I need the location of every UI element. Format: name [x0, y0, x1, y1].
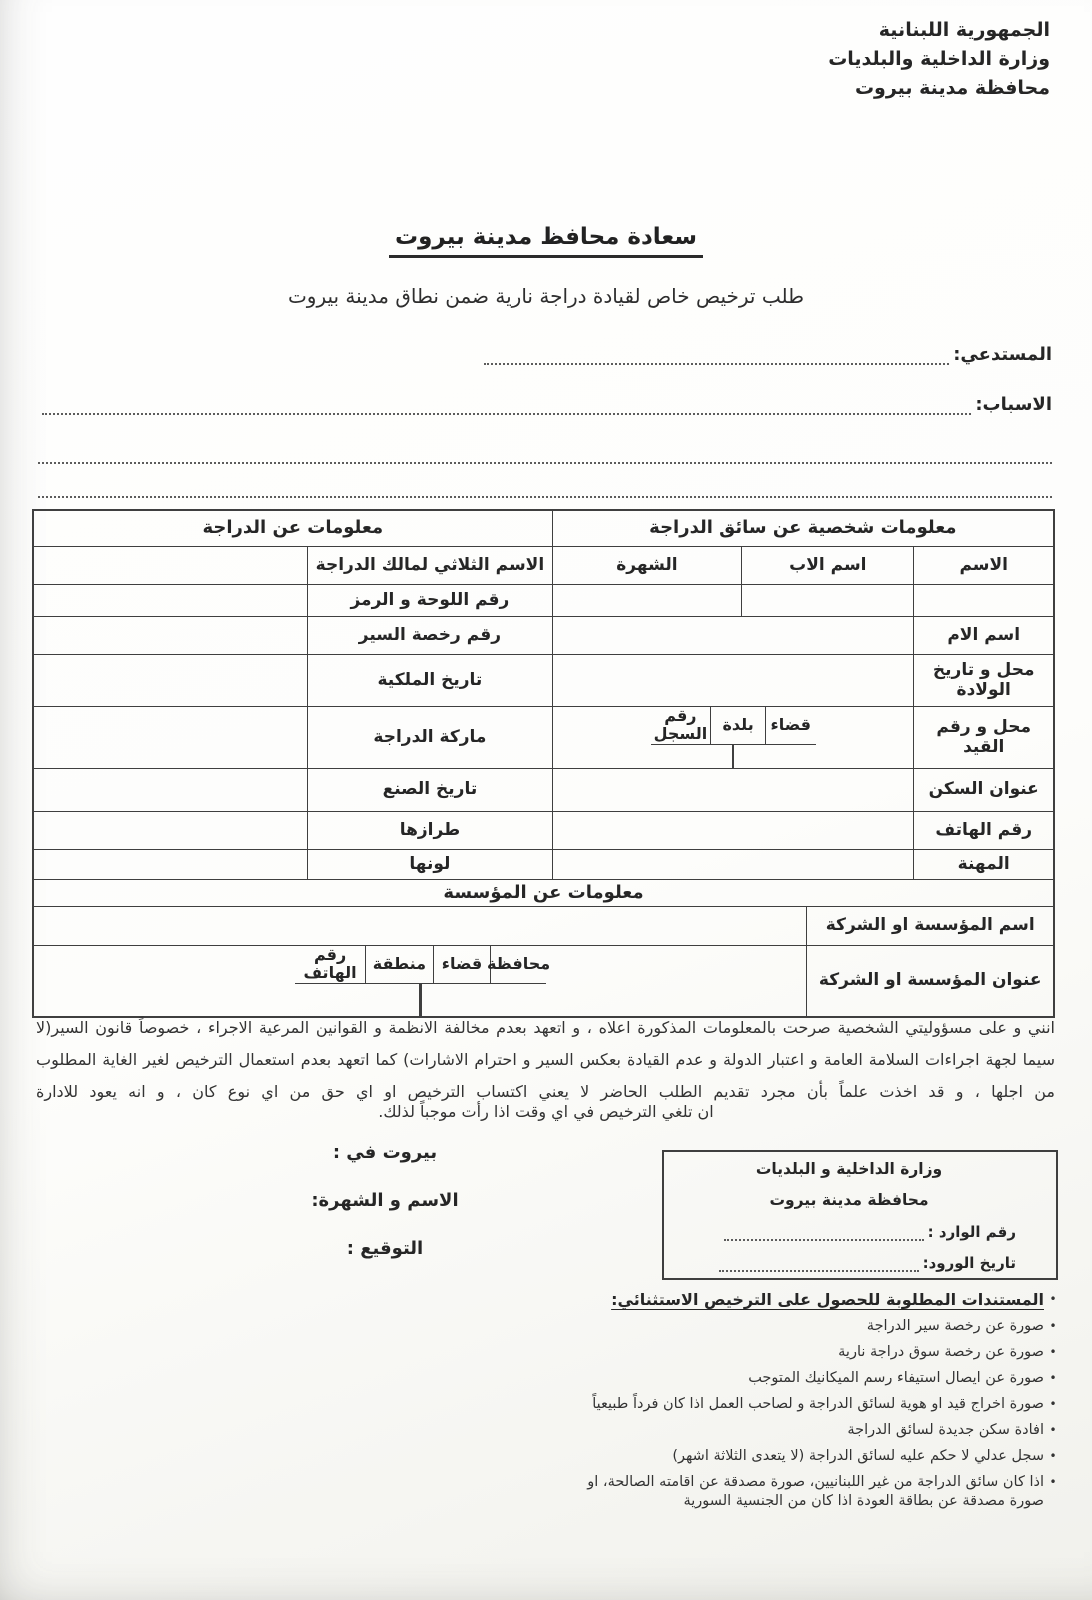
org-name-label: اسم المؤسسة او الشركة — [806, 907, 1053, 945]
stamp-governorate-line: محافظة مدينة بيروت — [769, 1191, 929, 1210]
org-address-label: عنوان المؤسسة او الشركة — [806, 946, 1053, 1016]
document-item — [462, 1369, 1062, 1388]
address-row — [34, 769, 1053, 812]
org-name-input-cell — [34, 907, 806, 945]
document-item — [462, 1447, 1062, 1466]
driver-phone-input-cell — [552, 812, 914, 849]
bike-made-input-cell — [34, 769, 307, 811]
document-item-text: صورة عن ايصال استيفاء رسم الميكانيك المتوجب — [748, 1370, 1044, 1386]
name-input-row — [34, 585, 1053, 617]
applicant-label: المستدعي: — [953, 344, 1052, 365]
applicant-fill-line — [484, 345, 949, 365]
signature-place-label: بيروت في : — [332, 1142, 438, 1163]
registry-row — [34, 707, 1053, 769]
section-header-row — [34, 511, 1053, 547]
registry-district-input-cell — [733, 745, 734, 768]
bullet-icon: • — [1049, 1345, 1057, 1359]
incoming-number-label: رقم الوارد : — [927, 1222, 1016, 1241]
registry-subgrid — [552, 707, 914, 768]
bullet-icon: • — [1049, 1292, 1057, 1306]
bike-brand-input-cell — [34, 707, 307, 768]
bullet-icon: • — [1049, 1449, 1057, 1463]
driver-father-input-cell — [741, 585, 913, 616]
bike-model-label: طرازها — [307, 812, 552, 849]
info-table — [32, 509, 1055, 1018]
phone-row — [34, 812, 1053, 850]
document-item — [462, 1343, 1062, 1362]
title-wrap — [0, 224, 1092, 258]
driver-address-input-cell — [552, 769, 914, 811]
declaration-last-line: ان تلغي الترخيص في اي وقت اذا رأت موجباً لذلك. — [378, 1102, 714, 1121]
org-section-row — [34, 880, 1053, 907]
document-item-text: صورة اخراج قيد او هوية لسائق الدراجة و لصاحب العمل اذا كان فرداً طبيعياً — [592, 1396, 1044, 1412]
bike-made-label: تاريخ الصنع — [307, 769, 552, 811]
registry-town-input-cell — [732, 745, 733, 768]
bike-ownership-input-cell — [34, 655, 307, 706]
bike-model-input-cell — [34, 812, 307, 849]
driver-address-label: عنوان السكن — [913, 769, 1053, 811]
bike-section-title: معلومات عن الدراجة — [202, 517, 384, 539]
reasons-field-row — [38, 394, 1052, 415]
reasons-label: الاسباب: — [975, 394, 1052, 415]
document-item-text: سجل عدلي لا حكم عليه لسائق الدراجة (لا يتعدى الثلاثة اشهر) — [672, 1448, 1044, 1464]
driver-phone-label: رقم الهاتف — [913, 812, 1053, 849]
bike-color-label: لونها — [307, 850, 552, 879]
driver-father-header: اسم الاب — [741, 547, 913, 584]
driver-surname-input-cell — [552, 585, 742, 616]
bike-owner-input-cell — [34, 547, 307, 584]
document-item-text: افادة سكن جديدة لسائق الدراجة — [847, 1422, 1044, 1438]
driver-registry-label: محل و رقم القيد — [913, 707, 1053, 768]
document-item-text: صورة عن رخصة سير الدراجة — [866, 1318, 1044, 1334]
birth-row — [34, 655, 1053, 707]
bike-brand-label: ماركة الدراجة — [307, 707, 552, 768]
registry-subheader-row — [651, 707, 816, 745]
org-governorate-header: محافظة — [490, 946, 545, 983]
registry-district-header: قضاء — [765, 707, 816, 744]
driver-name-input-cell — [913, 585, 1053, 616]
org-address-subheader-row — [295, 945, 551, 984]
reasons-fill-line-2 — [38, 462, 1052, 464]
bike-color-input-cell — [34, 850, 307, 879]
driver-section-title: معلومات شخصية عن سائق الدراجة — [552, 511, 1053, 546]
profession-row — [34, 850, 1053, 880]
document-item — [462, 1421, 1062, 1440]
driver-birth-input-cell — [552, 655, 914, 706]
reasons-fill-line-3 — [38, 496, 1052, 498]
name-header-row — [34, 547, 1053, 585]
mother-row — [34, 617, 1053, 655]
letterhead — [828, 16, 1050, 103]
incoming-date-row — [682, 1254, 1016, 1272]
documents-title-row — [462, 1290, 1062, 1309]
bike-plate-input-cell — [34, 585, 307, 616]
org-address-row — [34, 946, 1053, 1016]
registry-town-header: بلدة — [710, 707, 765, 744]
bullet-icon: • — [1049, 1423, 1057, 1437]
signature-name-label: الاسم و الشهرة: — [311, 1190, 459, 1211]
org-phone-header: رقم الهاتف — [303, 945, 357, 983]
page-title: سعادة محافظ مدينة بيروت — [389, 224, 703, 258]
org-address-subgrid — [34, 946, 806, 1016]
signature-block — [300, 1142, 470, 1286]
document-item — [462, 1395, 1062, 1414]
org-district-header: قضاء — [433, 946, 491, 983]
bike-plate-label: رقم اللوحة و الرمز — [307, 585, 552, 616]
driver-birth-label: محل و تاريخ الولادة — [913, 655, 1053, 706]
registry-number-header: رقم السجل — [653, 706, 708, 744]
bullet-icon: • — [1049, 1319, 1057, 1333]
letterhead-line-republic: الجمهورية اللبنانية — [878, 19, 1050, 41]
driver-profession-input-cell — [552, 850, 914, 879]
applicant-field-row — [480, 344, 1052, 365]
incoming-date-label: تاريخ الورود: — [922, 1253, 1016, 1272]
declaration-paragraph: انني و على مسؤوليتي الشخصية صرحت بالمعلومات المذكورة اعلاه ، و اتعهد بعدم مخالفة الانظمة و القوانين المرعية الاجراء ، خصوصاً قانون السير(لا سيما لجهة اجراءات السلامة العامة و اعتبار الدولة و عدم القيادة بعكس السير و احترام الاشارات) كما اتعهد بعدم استعمال الترخيص لغير الغاية المطلوب من اجلها ، و قد اخذت علماً بأن مجرد تقديم الطلب الحاضر لا يعني اكتساب الترخيص او اي حق من اي نوع كان ، و انه يعود للادارة — [36, 1018, 1055, 1101]
registry-input-row — [732, 745, 734, 768]
document-item — [462, 1473, 1062, 1511]
document-item-text: صورة عن رخصة سوق دراجة نارية — [838, 1344, 1044, 1360]
incoming-date-fill-line — [719, 1256, 919, 1272]
incoming-stamp-box — [662, 1150, 1058, 1280]
driver-surname-header: الشهرة — [552, 547, 742, 584]
incoming-number-fill-line — [724, 1225, 924, 1241]
bike-ownership-label: تاريخ الملكية — [307, 655, 552, 706]
org-name-row — [34, 907, 1053, 946]
bullet-icon: • — [1049, 1475, 1057, 1489]
required-documents-section — [462, 1290, 1062, 1518]
page-subtitle: طلب ترخيص خاص لقيادة دراجة نارية ضمن نطاق مدينة بيروت — [287, 284, 805, 308]
driver-name-header: الاسم — [913, 547, 1053, 584]
driver-mother-label: اسم الام — [913, 617, 1053, 654]
org-area-header: منطقة — [365, 946, 432, 983]
driver-profession-label: المهنة — [913, 850, 1053, 879]
signature-sign-label: التوقيع : — [346, 1238, 424, 1259]
bullet-icon: • — [1049, 1371, 1057, 1385]
letterhead-line-ministry: وزارة الداخلية والبلديات — [828, 48, 1050, 70]
driver-mother-input-cell — [552, 617, 914, 654]
bullet-icon: • — [1049, 1397, 1057, 1411]
letterhead-line-governorate: محافظة مدينة بيروت — [854, 77, 1050, 99]
document-item-text: اذا كان سائق الدراجة من غير اللبنانيين، صورة مصدقة عن اقامته الصالحة، او صورة مصدقة عن بطاقة العودة اذا كان من الجنسية السورية — [587, 1474, 1044, 1509]
documents-title: المستندات المطلوبة للحصول على الترخيص الاستثنائي: — [611, 1290, 1044, 1309]
bike-license-label: رقم رخصة السير — [307, 617, 552, 654]
bike-owner-label: الاسم الثلاثي لمالك الدراجة — [307, 547, 552, 584]
incoming-number-row — [682, 1223, 1016, 1241]
document-item — [462, 1317, 1062, 1336]
stamp-ministry-line: وزارة الداخلية و البلديات — [755, 1160, 943, 1178]
reasons-fill-line — [42, 395, 971, 415]
bike-license-input-cell — [34, 617, 307, 654]
org-section-title: معلومات عن المؤسسة — [443, 881, 644, 903]
